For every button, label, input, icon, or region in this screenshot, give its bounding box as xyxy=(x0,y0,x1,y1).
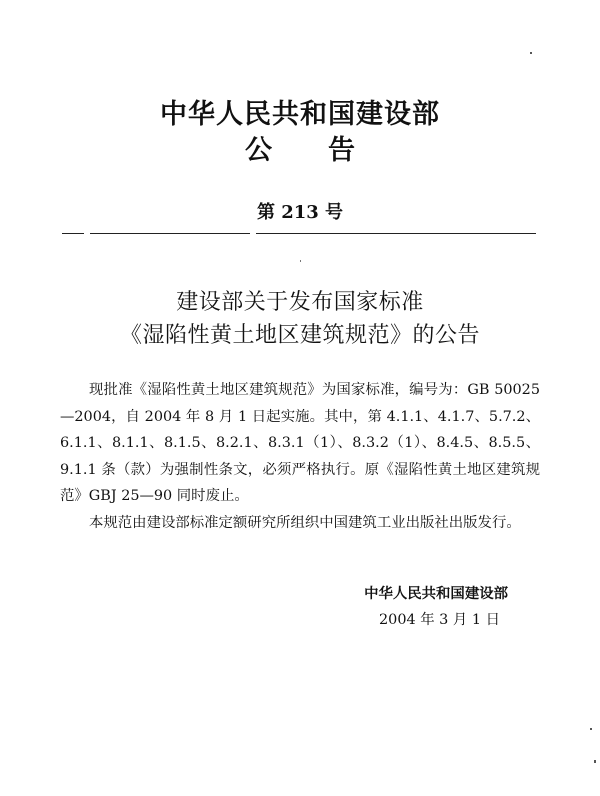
signature-date: 2004 年 3 月 1 日 xyxy=(379,612,500,628)
body-paragraph-2: 本规范由建设部标准定额研究所组织中国建筑工业出版社出版发行。 xyxy=(89,514,521,531)
scan-speck xyxy=(594,760,596,763)
document-type-heading xyxy=(0,128,600,167)
divider-gap xyxy=(250,231,256,236)
announcement-title-line-1: 建设部关于发布国家标准 xyxy=(176,290,424,315)
issuer-heading: 中华人民共和国建设部 xyxy=(160,99,440,130)
announcement-title-line-2: 《湿陷性黄土地区建筑规范》的公告 xyxy=(119,323,480,348)
divider-gap xyxy=(84,231,90,236)
document-type-char-1: 公 xyxy=(245,135,272,166)
scan-speck xyxy=(530,52,532,54)
signature-organization: 中华人民共和国建设部 xyxy=(364,586,508,602)
announcement-body xyxy=(60,377,540,536)
document-type-char-2: 告 xyxy=(328,135,355,166)
document-number: 第 213 号 xyxy=(256,202,344,223)
body-paragraph-1: 现批准《湿陷性黄土地区建筑规范》为国家标准，编号为：GB 50025—2004，自 2004 年 8 月 1 日起实施。其中，第 4.1.1、4.1.7、5.7.2、6.1.1、8.1.1、8.1.5、8.2.1、8.3.1（1）、8.3.2（1）、8.4.5、8.5.5、9.1.1 条（款）为强制性条文，必须严格执行。原《湿陷性黄土地区建筑规范》GBJ 25—90 同时废止。 xyxy=(60,382,540,504)
divider-tick xyxy=(300,260,301,262)
scan-speck xyxy=(590,728,592,730)
header-divider-line xyxy=(62,233,536,234)
